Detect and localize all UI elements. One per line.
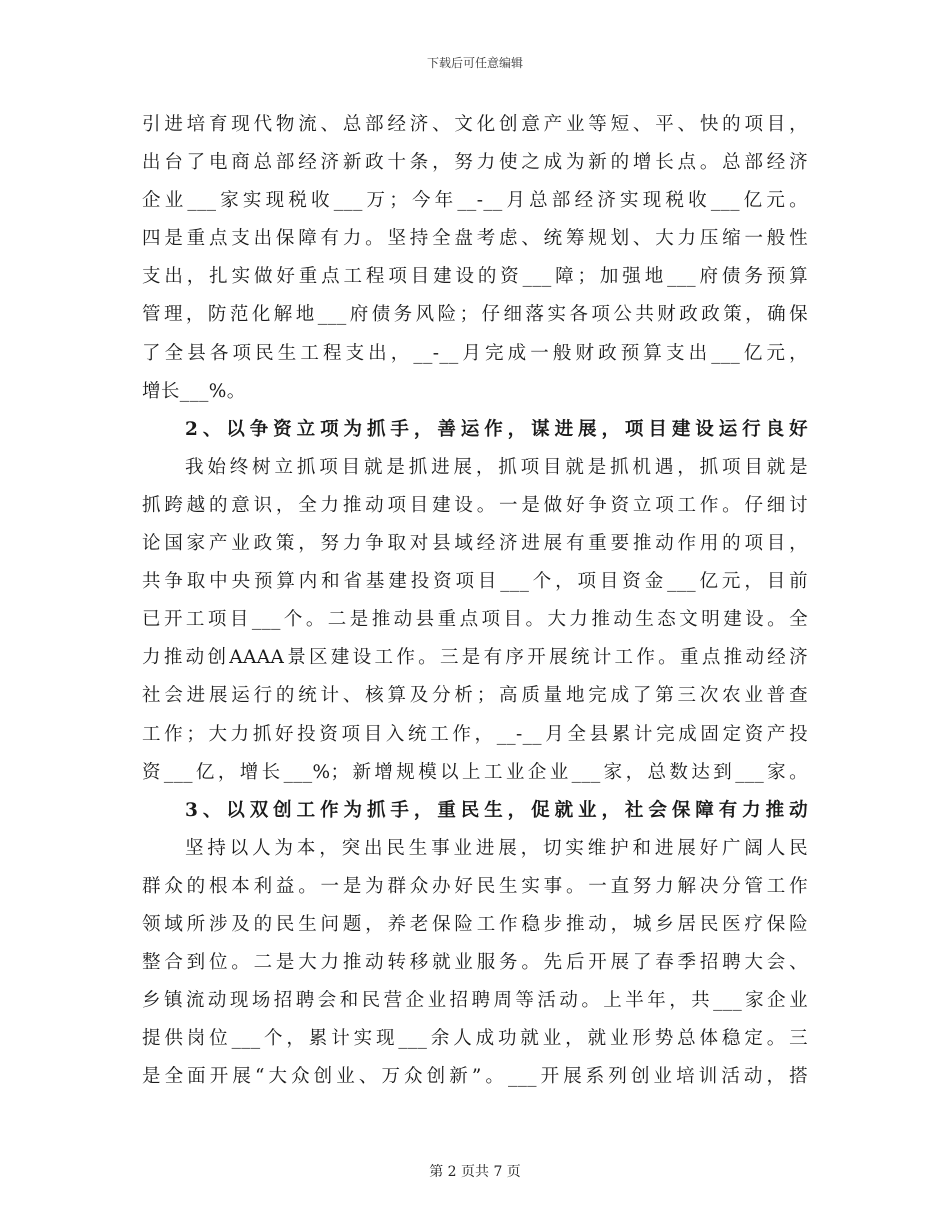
paragraph-last-line: 增长___%。 [142,380,246,402]
text-line: 领域所涉及的民生问题，养老保险工作稳步推动，城乡居民医疗保险 [142,913,808,935]
text-line: 资___亿，增长___%；新增规模以上工业企业___家，总数达到___家。 [142,761,808,783]
page-number: 第 2 页共 7 页 [429,1164,521,1180]
text-line: 抓跨越的意识，全力推动项目建设。一是做好争资立项工作。仔细讨 [142,494,808,516]
text-line: 工作；大力抓好投资项目入统工作，__-__月全县累计完成固定资产投 [142,723,808,745]
text-line: 引进培育现代物流、总部经济、文化创意产业等短、平、快的项目， [142,114,808,135]
text-line: 了全县各项民生工程支出，__-__月完成一般财政预算支出___亿元， [142,342,808,364]
text-line: 论国家产业政策，努力争取对县域经济进展有重要推动作用的项目， [142,533,808,555]
text-line: 提供岗位___个，累计实现___余人成功就业，就业形势总体稳定。三 [142,1028,808,1050]
text-line: 是全面开展“大众创业、万众创新”。___开展系列创业培训活动，搭 [142,1066,808,1088]
page-header: 下载后可任意编辑 [426,56,523,70]
text-line: 已开工项目___个。二是推动县重点项目。大力推动生态文明建设。全 [142,609,808,631]
document-body [142,106,808,1096]
text-line: 共争取中央预算内和省基建投资项目___个，项目资金___亿元，目前 [142,571,808,593]
text-line: 管理，防范化解地___府债务风险；仔细落实各项公共财政政策，确保 [142,304,808,326]
text-line: 社会进展运行的统计、核算及分析；高质量地完成了第三次农业普查 [142,685,808,707]
text-line: 企业___家实现税收___万；今年__-__月总部经济实现税收___亿元。 [142,190,808,212]
text-line: 四是重点支出保障有力。坚持全盘考虑、统筹规划、大力压缩一般性 [142,228,808,250]
text-line: 力推动创AAAA景区建设工作。三是有序开展统计工作。重点推动经济 [142,647,808,669]
paragraph-first-line: 坚持以人为本，突出民生事业进展，切实维护和进展好广阔人民 [185,837,808,859]
section-heading: 2、以争资立项为抓手，善运作，谋进展，项目建设运行良好 [185,418,808,440]
text-line: 群众的根本利益。一是为群众办好民生实事。一直努力解决分管工作 [142,875,808,897]
text-line: 出台了电商总部经济新政十条，努力使之成为新的增长点。总部经济 [142,152,808,174]
paragraph-first-line: 我始终树立抓项目就是抓进展，抓项目就是抓机遇，抓项目就是 [185,456,808,478]
text-line: 乡镇流动现场招聘会和民营企业招聘周等活动。上半年，共___家企业 [142,990,808,1012]
section-heading: 3、以双创工作为抓手，重民生，促就业，社会保障有力推动 [185,799,808,821]
text-line: 支出，扎实做好重点工程项目建设的资___障；加强地___府债务预算 [142,266,808,288]
text-line: 整合到位。二是大力推动转移就业服务。先后开展了春季招聘大会、 [142,952,808,974]
